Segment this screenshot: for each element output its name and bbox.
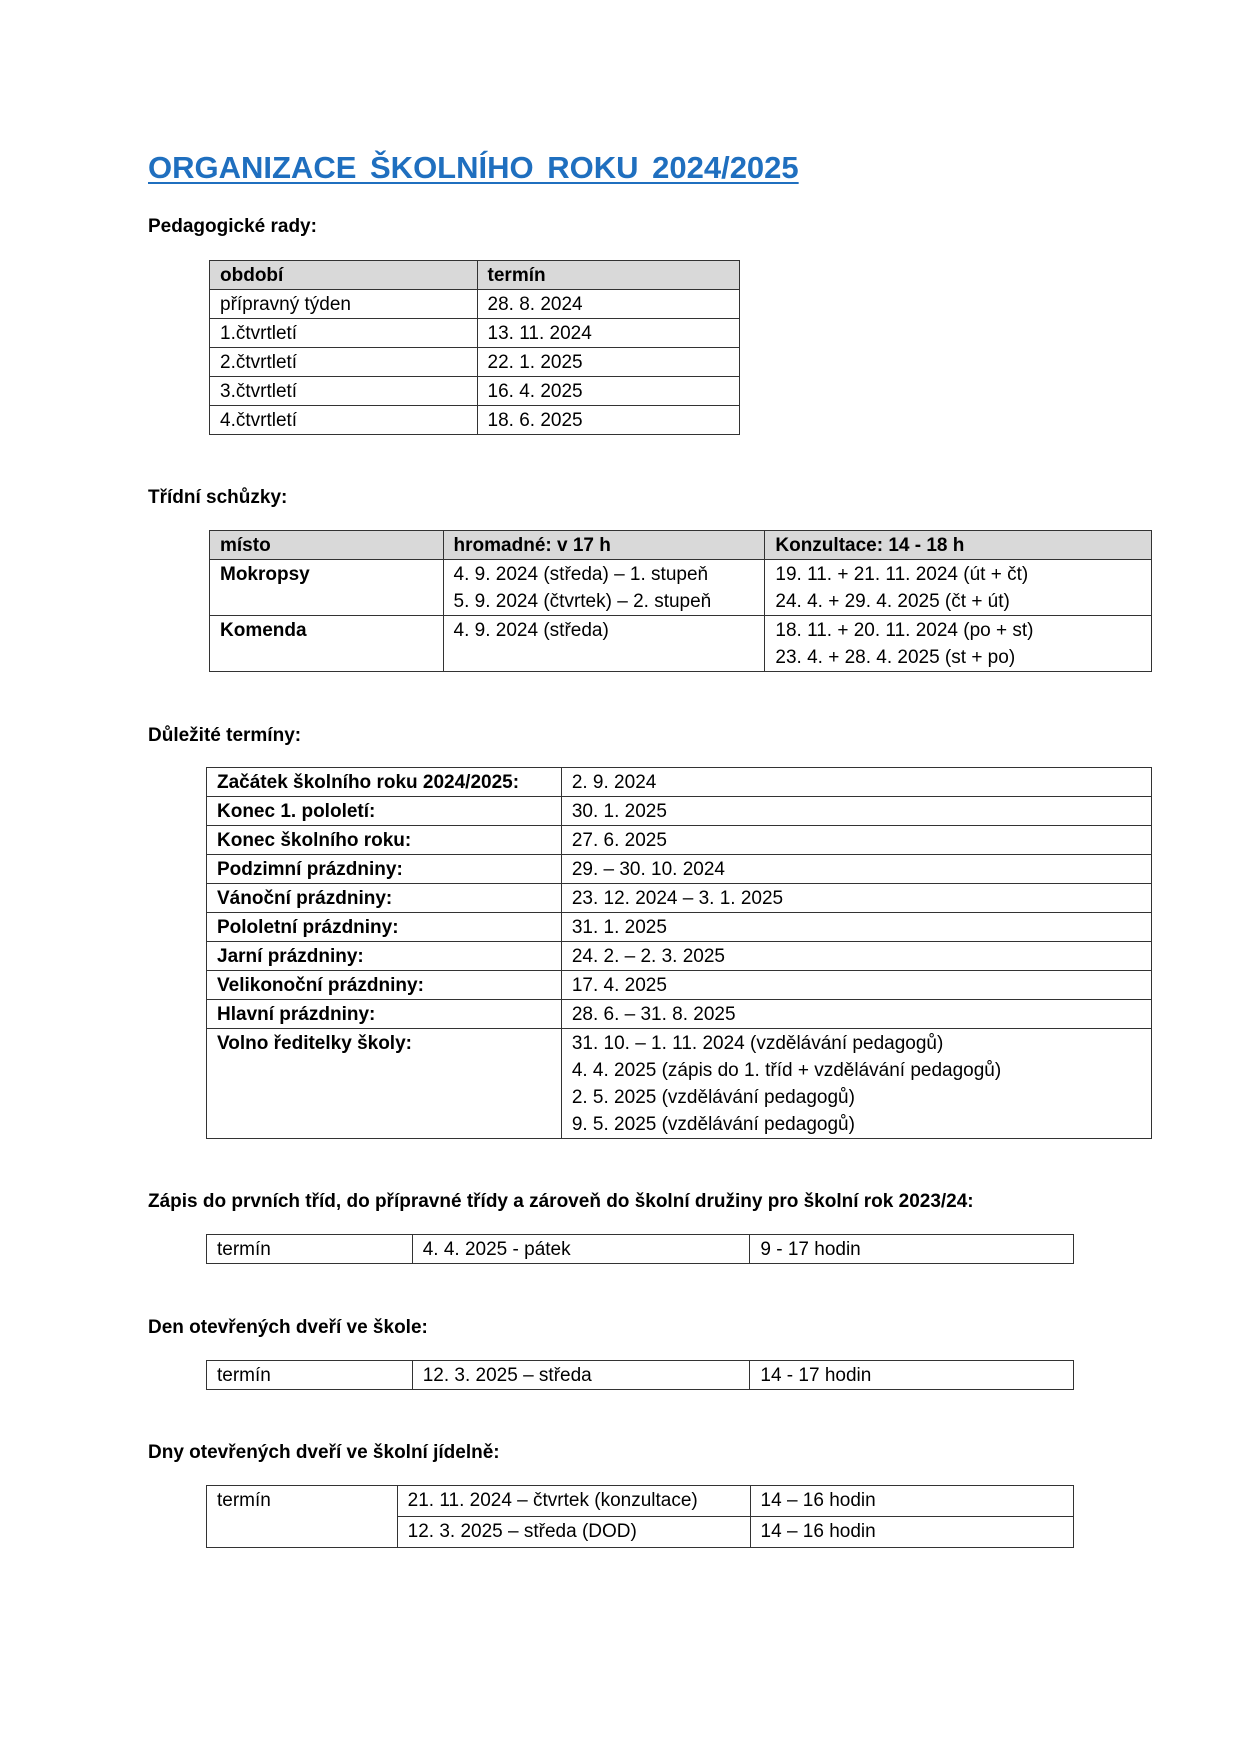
cell-label: termín (207, 1486, 398, 1548)
cell-period: 3.čtvrtletí (210, 377, 478, 406)
cell-label: Konec 1. pololetí: (207, 797, 562, 826)
cell-konzultace (765, 560, 1152, 616)
cell-time: 14 – 16 hodin (750, 1486, 1073, 1517)
table-row (207, 855, 1152, 884)
table-row (207, 913, 1152, 942)
cell-label: Konec školního roku: (207, 826, 562, 855)
cell-time: 9 - 17 hodin (750, 1235, 1074, 1264)
cell-period: 2.čtvrtletí (210, 348, 478, 377)
cell-period: 1.čtvrtletí (210, 319, 478, 348)
table-row (210, 348, 740, 377)
table-pedagogicke-rady (209, 260, 740, 435)
table-row (207, 1000, 1152, 1029)
column-header-misto: místo (210, 531, 444, 560)
cell-label: Pololetní prázdniny: (207, 913, 562, 942)
table-dulezite-terminy (206, 767, 1152, 1139)
cell-date: 12. 3. 2025 – středa (412, 1361, 750, 1390)
cell-value: 31. 1. 2025 (561, 913, 1151, 942)
table-row (207, 797, 1152, 826)
table-tridni-schuzky (209, 530, 1152, 672)
section-heading-zapis: Zápis do prvních tříd, do přípravné třídy a zároveň do školní družiny pro školní rok 2023/24: (148, 1191, 974, 1212)
table-zapis (206, 1234, 1074, 1264)
column-header-konzultace: Konzultace: 14 - 18 h (765, 531, 1152, 560)
cell-date: 28. 8. 2024 (477, 290, 739, 319)
cell-hromadne (443, 560, 765, 616)
cell-date: 18. 6. 2025 (477, 406, 739, 435)
table-row (207, 942, 1152, 971)
table-row (207, 1235, 1074, 1264)
cell-line: 4. 4. 2025 (zápis do 1. tříd + vzdělávání pedagogů) (571, 1060, 1002, 1081)
table-dny-jidelna (206, 1485, 1074, 1548)
cell-line: 23. 4. + 28. 4. 2025 (st + po) (775, 647, 1016, 668)
cell-label: Jarní prázdniny: (207, 942, 562, 971)
cell-line: 4. 9. 2024 (středa) – 1. stupeň (453, 564, 709, 585)
cell-label: Vánoční prázdniny: (207, 884, 562, 913)
cell-value: 28. 6. – 31. 8. 2025 (561, 1000, 1151, 1029)
table-row (207, 1029, 1152, 1139)
cell-line: 2. 5. 2025 (vzdělávání pedagogů) (571, 1087, 855, 1108)
cell-date: 13. 11. 2024 (477, 319, 739, 348)
section-heading-dulezite-terminy: Důležité termíny: (148, 725, 302, 746)
cell-label: termín (207, 1235, 413, 1264)
cell-period: 4.čtvrtletí (210, 406, 478, 435)
table-header-row (210, 261, 740, 290)
cell-line: 5. 9. 2024 (čtvrtek) – 2. stupeň (453, 591, 712, 612)
cell-line: 4. 9. 2024 (středa) (453, 620, 609, 641)
cell-period: přípravný týden (210, 290, 478, 319)
section-heading-tridni-schuzky: Třídní schůzky: (148, 487, 288, 508)
cell-label: Velikonoční prázdniny: (207, 971, 562, 1000)
cell-time: 14 – 16 hodin (750, 1517, 1073, 1548)
table-row (210, 377, 740, 406)
cell-label: Začátek školního roku 2024/2025: (207, 768, 562, 797)
cell-label: Volno ředitelky školy: (207, 1029, 562, 1139)
table-row (207, 826, 1152, 855)
section-heading-den-otevrenych-dveri: Den otevřených dveří ve škole: (148, 1317, 428, 1338)
table-row (207, 971, 1152, 1000)
cell-value: 17. 4. 2025 (561, 971, 1151, 1000)
column-header-hromadne: hromadné: v 17 h (443, 531, 765, 560)
cell-value: 29. – 30. 10. 2024 (561, 855, 1151, 884)
cell-date: 16. 4. 2025 (477, 377, 739, 406)
table-row (210, 406, 740, 435)
cell-place: Mokropsy (210, 560, 444, 616)
cell-time: 14 - 17 hodin (750, 1361, 1074, 1390)
table-row (210, 616, 1152, 672)
cell-value (561, 1029, 1151, 1139)
table-den-otevrenych-dveri (206, 1360, 1074, 1390)
cell-date: 22. 1. 2025 (477, 348, 739, 377)
section-heading-pedagogicke-rady: Pedagogické rady: (148, 216, 317, 237)
table-row (207, 768, 1152, 797)
page-title: ORGANIZACE ŠKOLNÍHO ROKU 2024/2025 (148, 150, 799, 185)
table-row (207, 1361, 1074, 1390)
table-header-row (210, 531, 1152, 560)
cell-line: 24. 4. + 29. 4. 2025 (čt + út) (775, 591, 1010, 612)
cell-label: Podzimní prázdniny: (207, 855, 562, 884)
cell-line: 18. 11. + 20. 11. 2024 (po + st) (775, 620, 1034, 641)
table-row (207, 884, 1152, 913)
cell-value: 24. 2. – 2. 3. 2025 (561, 942, 1151, 971)
cell-line: 31. 10. – 1. 11. 2024 (vzdělávání pedagogů) (571, 1033, 944, 1054)
cell-value: 23. 12. 2024 – 3. 1. 2025 (561, 884, 1151, 913)
cell-value: 2. 9. 2024 (561, 768, 1151, 797)
cell-hromadne (443, 616, 765, 672)
cell-line: 19. 11. + 21. 11. 2024 (út + čt) (775, 564, 1029, 585)
cell-date: 21. 11. 2024 – čtvrtek (konzultace) (397, 1486, 750, 1517)
table-row (210, 560, 1152, 616)
cell-label: termín (207, 1361, 413, 1390)
cell-value: 27. 6. 2025 (561, 826, 1151, 855)
cell-date: 4. 4. 2025 - pátek (412, 1235, 750, 1264)
cell-konzultace (765, 616, 1152, 672)
column-header-termin: termín (477, 261, 739, 290)
table-row (210, 290, 740, 319)
table-row (207, 1486, 1074, 1517)
table-row (210, 319, 740, 348)
section-heading-dny-jidelna: Dny otevřených dveří ve školní jídelně: (148, 1442, 500, 1463)
cell-date: 12. 3. 2025 – středa (DOD) (397, 1517, 750, 1548)
column-header-obdobi: období (210, 261, 478, 290)
cell-value: 30. 1. 2025 (561, 797, 1151, 826)
cell-place: Komenda (210, 616, 444, 672)
cell-label: Hlavní prázdniny: (207, 1000, 562, 1029)
cell-line: 9. 5. 2025 (vzdělávání pedagogů) (571, 1114, 855, 1135)
